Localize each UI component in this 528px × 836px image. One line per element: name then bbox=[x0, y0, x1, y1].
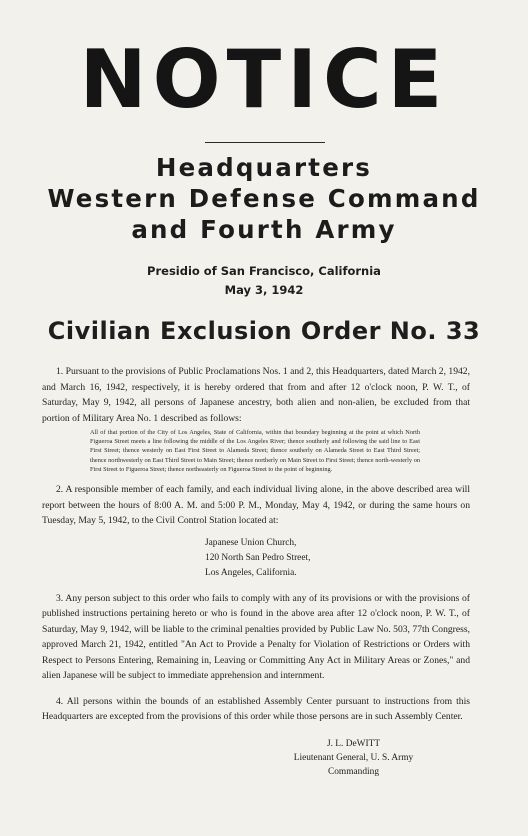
signature-role: Commanding bbox=[327, 766, 380, 777]
address-line-1: Japanese Union Church, bbox=[205, 537, 297, 548]
headquarters-line-1: Headquarters bbox=[155, 153, 373, 182]
order-title: Civilian Exclusion Order No. 33 bbox=[47, 317, 481, 345]
paragraph-3: 3. Any person subject to this order who fails to comply with any of its provisions or with the provisions of published instructions pertaining hereto or who is found in the above area after 12 o'clock noon, P. W. T., of Saturday, May 9, 1942, will be liable to the criminal penalties provided by Public Law No. 503, 77th Congress, approved March 21, 1942, entitled "An Act to Provide a Penalty for Violation of Restrictions or Orders with Respect to Persons Entering, Remaining in, Leaving or Committing Any Act in Military Areas or Zones," and alien Japanese will be subject to immediate apprehension and internment. bbox=[42, 592, 470, 682]
paragraph-1: 1. Pursuant to the provisions of Public Proclamations Nos. 1 and 2, this Headquarters, dated March 2, 1942, and March 16, 1942, respectively, it is hereby ordered that from and after 12 o'clock noon, P. W. T., of Saturday, May 9, 1942, all persons of Japanese ancestry, both alien and non-alien, be excluded from that portion of Military Area No. 1 described as follows: bbox=[42, 366, 470, 424]
title-divider bbox=[205, 142, 325, 143]
notice-title: NOTICE bbox=[79, 33, 449, 126]
signature-rank: Lieutenant General, U. S. Army bbox=[293, 752, 414, 763]
headquarters-line-2: Western Defense Command bbox=[47, 184, 481, 213]
location-text: Presidio of San Francisco, California bbox=[147, 264, 381, 278]
headquarters-line-3: and Fourth Army bbox=[131, 215, 397, 244]
location-block bbox=[0, 262, 528, 300]
signature-name: J. L. DeWITT bbox=[326, 738, 381, 749]
headquarters-heading bbox=[0, 152, 528, 245]
date-text: May 3, 1942 bbox=[224, 283, 304, 297]
control-station-address bbox=[205, 536, 470, 581]
paragraph-4: 4. All persons within the bounds of an established Assembly Center pursuant to instructions from this Headquarters are excepted from the provisions of this order while those persons are in such Assembly Center. bbox=[42, 695, 470, 723]
area-description: All of that portion of the City of Los Angeles, State of California, within that boundary beginning at the point at which North Figueroa Street meets a line following the middle of the Los Angeles River; thence southerly and following the said line to East First Street; thence westerly on East First Street to Alameda Street; thence southerly on Alameda Street to East Third Street; thence northwesterly on East Third Street to Main Street; thence northerly on Main Street to First Street; thence north-westerly on First Street to Figueroa Street; thence northeasterly on Figueroa Street to the point of beginning. bbox=[90, 429, 420, 473]
order-body bbox=[42, 364, 470, 779]
paragraph-2: 2. A responsible member of each family, and each individual living alone, in the above described area will report between the hours of 8:00 A. M. and 5:00 P. M., Monday, May 4, 1942, or during the same hours on Tuesday, May 5, 1942, to the Civil Control Station located at: bbox=[42, 484, 470, 527]
signature-block bbox=[42, 737, 470, 779]
address-line-2: 120 North San Pedro Street, bbox=[205, 552, 311, 563]
address-line-3: Los Angeles, California. bbox=[205, 567, 297, 578]
